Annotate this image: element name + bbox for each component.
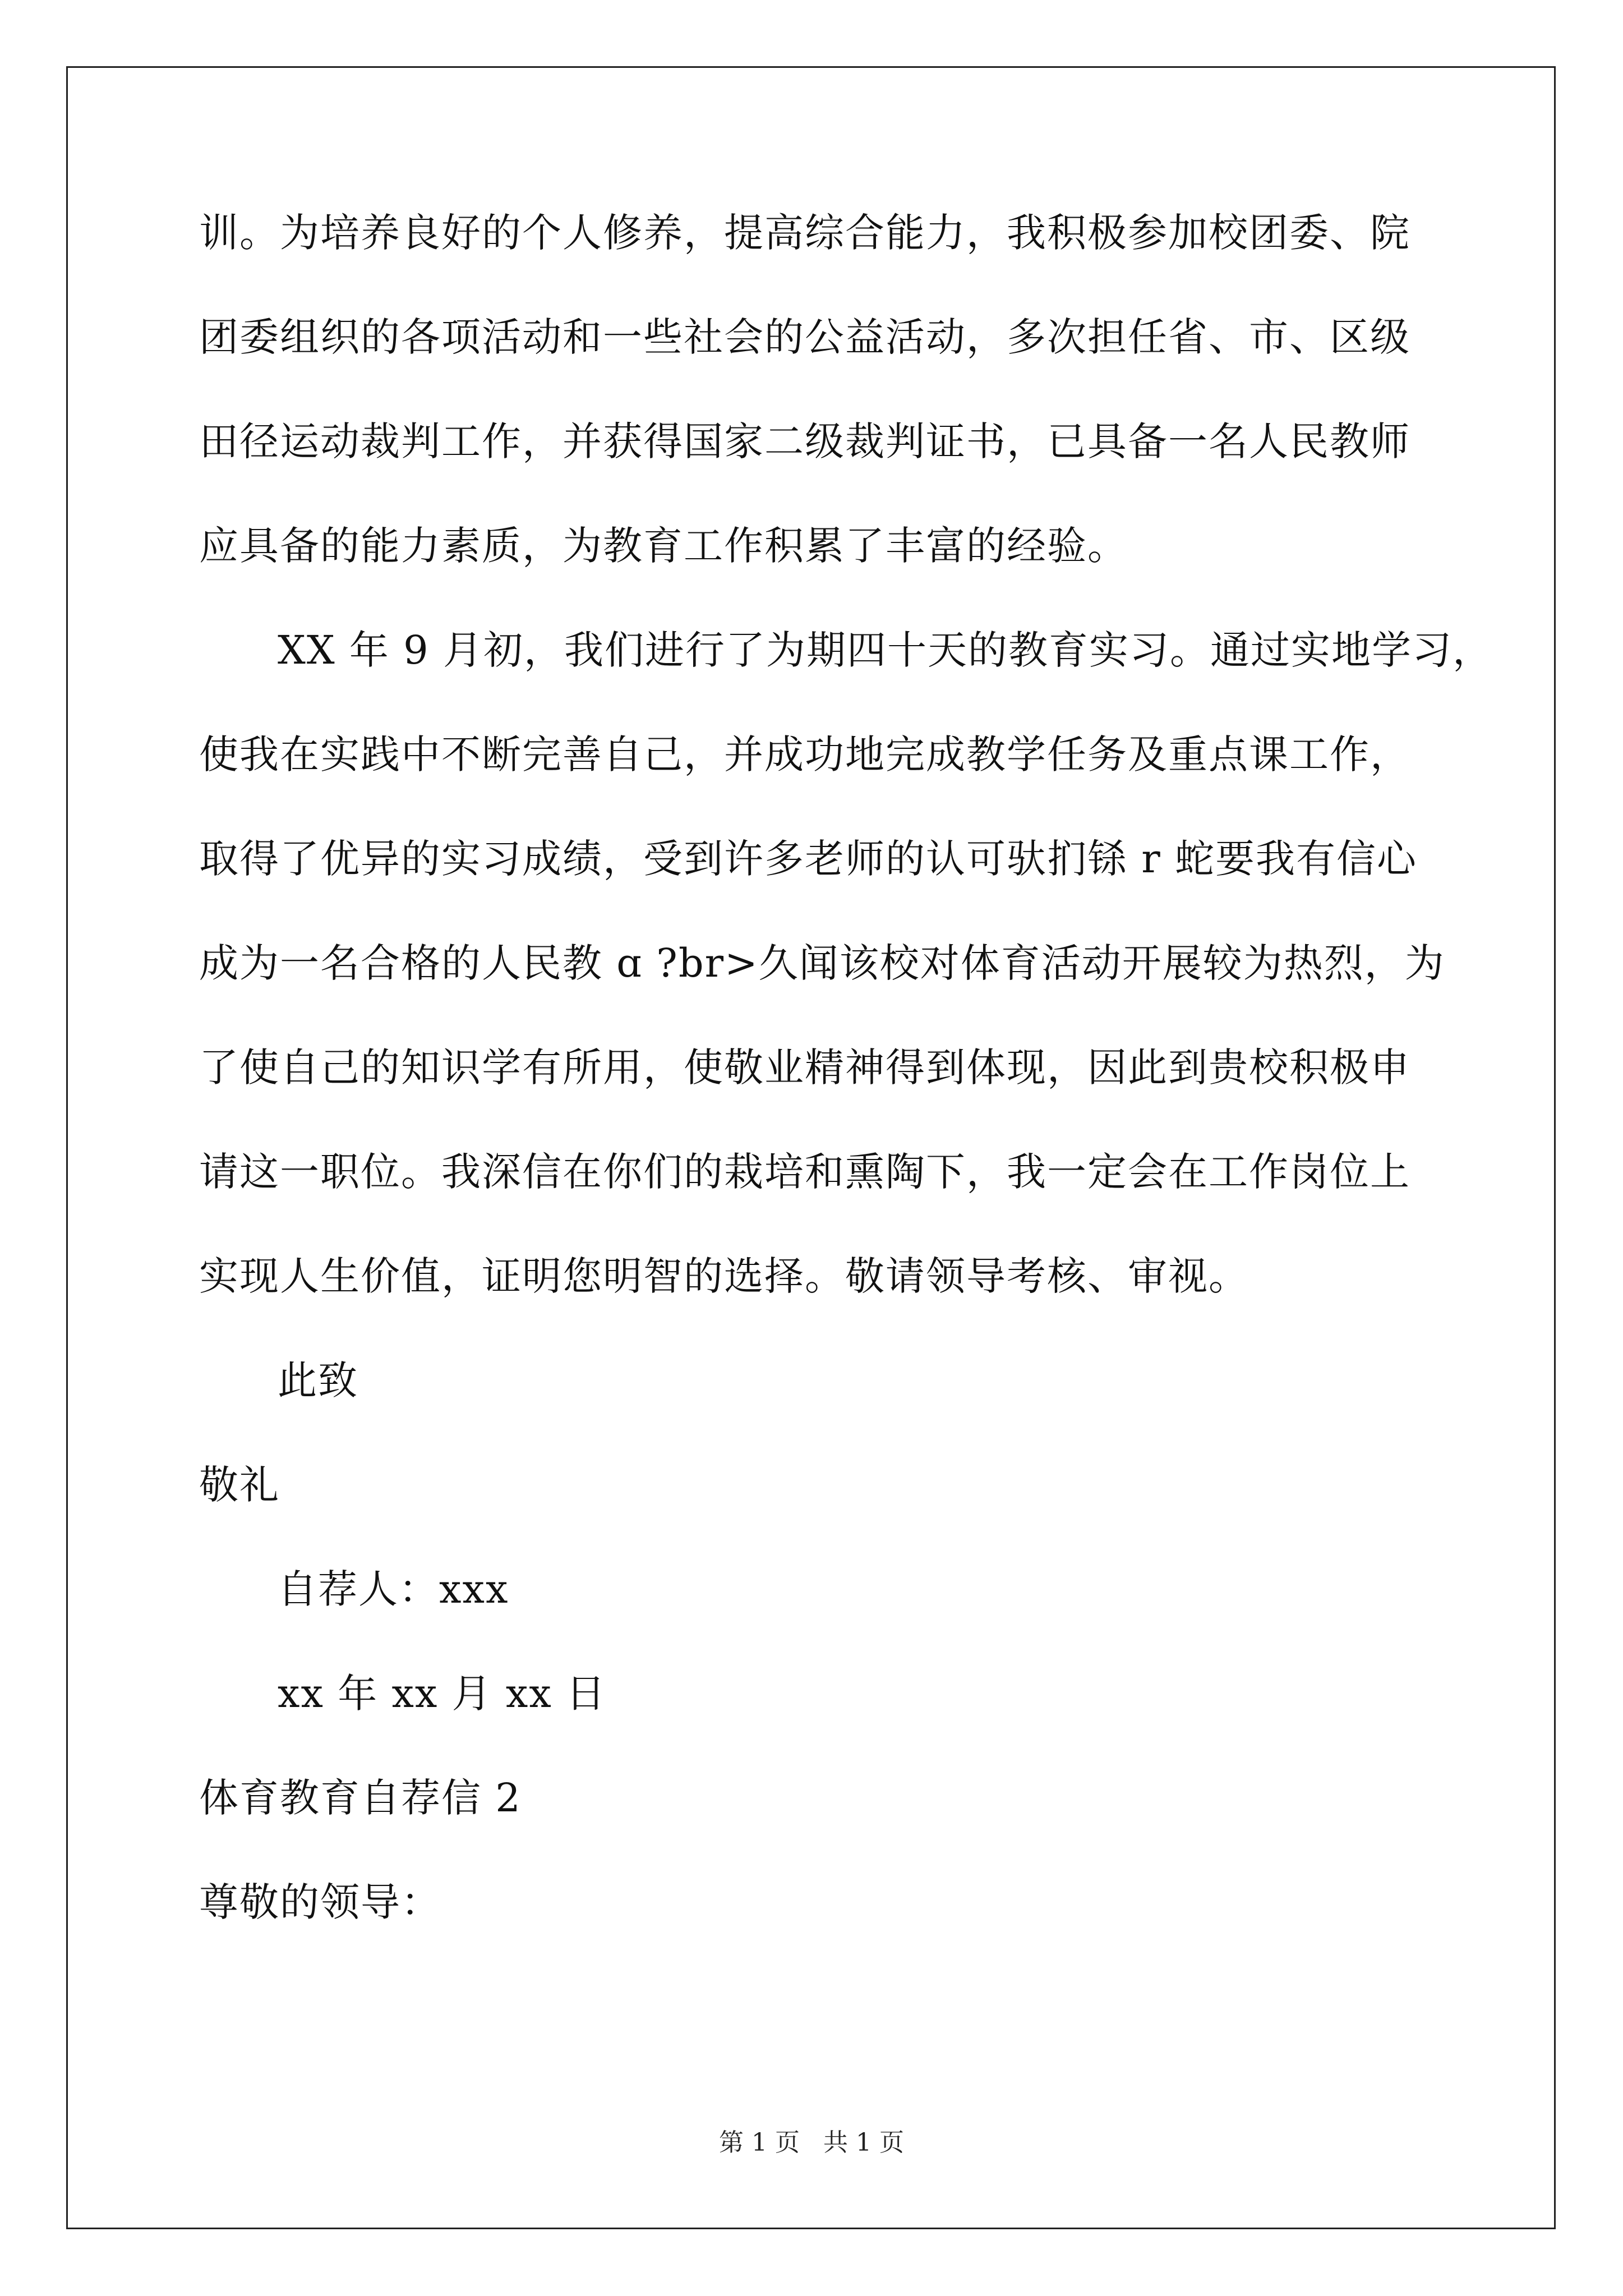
page-total: 共 1 页	[823, 2128, 904, 2157]
signature-line: 自荐人：xxx	[278, 1566, 509, 1612]
text-line: 成为一名合格的人民教 ɑ ?br>久闻该校对体育活动开展较为热烈，为	[199, 940, 1445, 986]
text-line: 训。为培养良好的个人修养，提高综合能力，我积极参加校团委、院	[199, 210, 1410, 256]
text-line: 实现人生价值，证明您明智的选择。敬请领导考核、审视。	[199, 1253, 1249, 1299]
greeting-line: 尊敬的领导：	[199, 1879, 441, 1925]
text-line: 田径运动裁判工作，并获得国家二级裁判证书，已具备一名人民教师	[199, 418, 1410, 464]
paragraph-start-line: XX 年 9 月初，我们进行了为期四十天的教育实习。通过实地学习，	[278, 627, 1493, 673]
text-line: 了使自己的知识学有所用，使敬业精神得到体现，因此到贵校积极申	[199, 1045, 1410, 1091]
section-title: 体育教育自荐信 2	[199, 1775, 522, 1821]
page-footer	[0, 2128, 1623, 2157]
page-number: 第 1 页	[719, 2128, 800, 2157]
text-line: 应具备的能力素质，为教育工作积累了丰富的经验。	[199, 523, 1128, 569]
date-line: xx 年 xx 月 xx 日	[278, 1671, 607, 1717]
text-line: 请这一职位。我深信在你们的栽培和熏陶下，我一定会在工作岗位上	[199, 1149, 1410, 1195]
closing-salutation: 此致	[278, 1358, 358, 1404]
document-body	[199, 210, 1493, 1987]
closing-regards: 敬礼	[199, 1462, 280, 1508]
text-line: 团委组织的各项活动和一些社会的公益活动，多次担任省、市、区级	[199, 314, 1410, 360]
text-line: 使我在实践中不断完善自己，并成功地完成教学任务及重点课工作，	[199, 731, 1410, 777]
text-line: 取得了优异的实习成绩，受到许多老师的认可驮扪铩 r 蛇要我有信心	[199, 836, 1417, 882]
